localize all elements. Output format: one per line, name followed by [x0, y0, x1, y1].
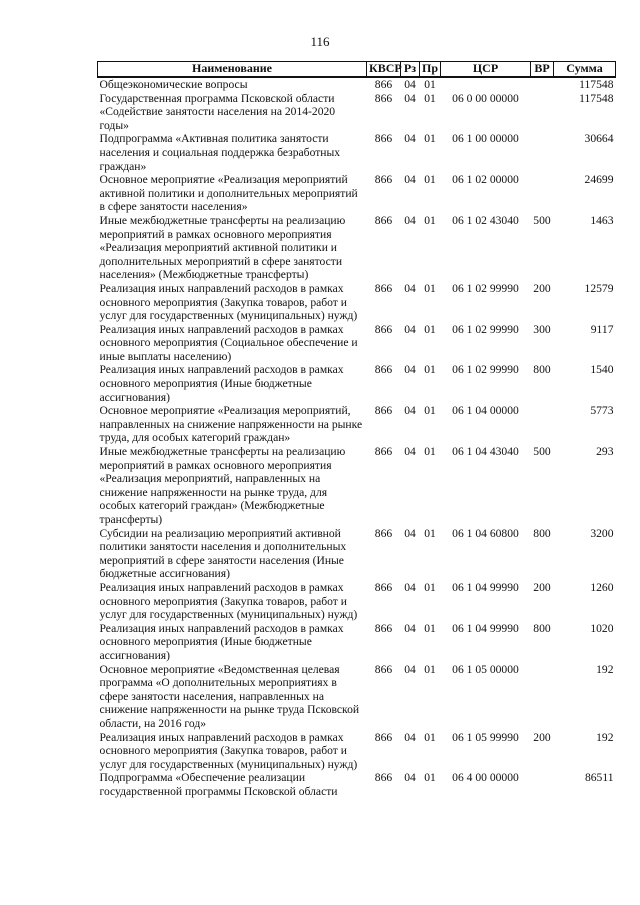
header-csr: ЦСР	[441, 62, 531, 78]
cell-vr: 200	[533, 281, 551, 295]
table-row	[98, 404, 616, 445]
cell-name: Подпрограмма «Активная политика занятости населения и социальная поддержка безработных граждан»	[99, 132, 341, 173]
cell-pr: 01	[424, 662, 436, 676]
cell-rz: 04	[404, 322, 416, 336]
table-row	[98, 363, 616, 404]
table-row	[98, 445, 616, 527]
cell-csr: 06 1 02 99990	[452, 281, 519, 295]
cell-csr: 06 1 04 99990	[452, 580, 519, 594]
cell-pr: 01	[424, 771, 436, 785]
cell-vr: 800	[533, 363, 551, 377]
cell-csr	[441, 77, 531, 92]
cell-kvsr: 866	[374, 132, 393, 146]
cell-vr	[531, 663, 554, 731]
cell-pr: 01	[424, 322, 436, 336]
cell-csr: 06 1 02 99990	[452, 363, 519, 377]
cell-vr: 500	[533, 445, 551, 459]
cell-pr: 01	[424, 363, 436, 377]
cell-pr: 01	[424, 580, 436, 594]
cell-csr: 06 1 04 00000	[452, 404, 519, 418]
cell-sum: 1260	[590, 580, 614, 594]
cell-rz: 04	[404, 91, 416, 105]
cell-sum: 1020	[590, 621, 614, 635]
cell-sum: 293	[596, 445, 614, 459]
budget-table	[97, 61, 616, 798]
header-kvsr: КВСР	[367, 62, 401, 78]
cell-vr	[531, 77, 554, 92]
cell-rz: 04	[404, 445, 416, 459]
cell-csr: 06 4 00 00000	[452, 771, 519, 785]
cell-kvsr: 866	[374, 526, 393, 540]
cell-pr: 01	[424, 526, 436, 540]
header-rz: Рз	[401, 62, 420, 78]
cell-sum: 117548	[579, 78, 614, 91]
cell-vr: 300	[533, 322, 551, 336]
cell-csr: 06 0 00 00000	[452, 91, 519, 105]
cell-kvsr: 866	[374, 213, 393, 227]
cell-csr: 06 1 00 00000	[452, 132, 519, 146]
cell-vr: 800	[533, 526, 551, 540]
cell-vr: 200	[533, 730, 551, 744]
cell-name: Реализация иных направлений расходов в рамках основного мероприятия (Социальное обеспечение и иные выплаты населению)	[99, 322, 358, 363]
cell-rz: 04	[404, 173, 416, 187]
cell-rz: 04	[404, 580, 416, 594]
cell-kvsr: 866	[374, 404, 393, 418]
cell-csr: 06 1 04 43040	[452, 445, 519, 459]
cell-rz: 04	[404, 526, 416, 540]
cell-rz: 04	[404, 404, 416, 418]
cell-name: Основное мероприятие «Реализация мероприятий, направленных на снижение напряженности на рынке труда, для особых категорий граждан»	[99, 404, 363, 445]
cell-rz: 04	[404, 213, 416, 227]
table-row	[98, 214, 616, 282]
cell-vr: 200	[533, 580, 551, 594]
header-vr: ВР	[531, 62, 554, 78]
header-sum: Сумма	[554, 62, 616, 78]
cell-kvsr: 866	[374, 730, 393, 744]
table-body	[98, 77, 616, 798]
table-row	[98, 581, 616, 622]
cell-kvsr: 866	[374, 621, 393, 635]
table-row	[98, 92, 616, 133]
cell-csr: 06 1 02 99990	[452, 322, 519, 336]
cell-pr: 01	[424, 213, 436, 227]
cell-csr: 06 1 04 99990	[452, 621, 519, 635]
cell-rz: 04	[404, 662, 416, 676]
header-name: Наименование	[98, 62, 367, 78]
cell-name: Реализация иных направлений расходов в рамках основного мероприятия (Иные бюджетные ассигнования)	[99, 363, 344, 404]
cell-sum: 192	[596, 662, 614, 676]
cell-csr: 06 1 02 00000	[452, 173, 519, 187]
cell-name: Реализация иных направлений расходов в рамках основного мероприятия (Закупка товаров, работ и услуг для государственных (муниципальных) нужд)	[99, 580, 358, 622]
cell-sum: 86511	[584, 771, 614, 785]
cell-name: Основное мероприятие «Реализация мероприятий активной политики и дополнительных мероприятий в сфере занятости населения»	[99, 173, 358, 214]
cell-kvsr: 866	[374, 281, 393, 295]
cell-kvsr: 866	[374, 580, 393, 594]
cell-pr: 01	[424, 91, 436, 105]
cell-name: Субсидии на реализацию мероприятий активной политики занятости населения и дополнительных мероприятий в сфере занятости населения (Иные бюджетные ассигнования)	[99, 526, 347, 581]
cell-kvsr: 866	[374, 91, 393, 105]
cell-pr: 01	[424, 730, 436, 744]
cell-rz: 04	[404, 78, 416, 91]
cell-name: Реализация иных направлений расходов в рамках основного мероприятия (Иные бюджетные ассигнования)	[99, 621, 344, 662]
cell-sum: 12579	[584, 281, 614, 295]
table-row	[98, 622, 616, 663]
table-row	[98, 323, 616, 364]
cell-vr	[531, 404, 554, 445]
cell-csr: 06 1 02 43040	[452, 213, 519, 227]
table-row	[98, 663, 616, 731]
table-row	[98, 527, 616, 581]
cell-kvsr: 866	[374, 445, 393, 459]
cell-vr	[531, 771, 554, 798]
cell-sum: 30664	[584, 132, 614, 146]
cell-pr: 01	[424, 621, 436, 635]
cell-pr: 01	[424, 404, 436, 418]
cell-kvsr: 866	[374, 322, 393, 336]
cell-kvsr: 866	[374, 363, 393, 377]
cell-rz: 04	[404, 132, 416, 146]
cell-sum: 1463	[590, 213, 614, 227]
cell-csr: 06 1 04 60800	[452, 526, 519, 540]
cell-vr	[531, 173, 554, 214]
cell-name: Основное мероприятие «Ведомственная целевая программа «О дополнительных мероприятиях в сфере занятости населения, направленных на снижение напряженности на рынке труда Псковской области, на 2016 год»	[99, 662, 360, 730]
table-row	[98, 132, 616, 173]
cell-name: Государственная программа Псковской области «Содействие занятости населения на 2014-2020 годы»	[99, 91, 336, 132]
cell-name: Реализация иных направлений расходов в рамках основного мероприятия (Закупка товаров, работ и услуг для государственных (муниципальных) нужд)	[99, 281, 358, 323]
table-row	[98, 77, 616, 92]
table-row	[98, 173, 616, 214]
cell-pr: 01	[424, 445, 436, 459]
cell-vr: 800	[533, 621, 551, 635]
cell-rz: 04	[404, 281, 416, 295]
cell-sum: 24699	[584, 173, 614, 187]
cell-kvsr: 866	[374, 78, 393, 91]
cell-rz: 04	[404, 771, 416, 785]
cell-name: Общеэкономические вопросы	[99, 78, 248, 91]
table-row	[98, 731, 616, 772]
cell-csr: 06 1 05 00000	[452, 662, 519, 676]
page-number: 116	[310, 34, 330, 49]
cell-rz: 04	[404, 363, 416, 377]
cell-name: Иные межбюджетные трансферты на реализацию мероприятий в рамках основного мероприятия «Реализация мероприятий, направленных на снижение напряженности на рынке труда, для особых категорий граждан» (Межбюджетные трансферты)	[99, 445, 346, 526]
header-pr: Пр	[420, 62, 441, 78]
cell-pr: 01	[424, 132, 436, 146]
cell-pr: 01	[424, 281, 436, 295]
table-row	[98, 282, 616, 323]
cell-kvsr: 866	[374, 662, 393, 676]
cell-sum: 3200	[590, 526, 614, 540]
cell-rz: 04	[404, 621, 416, 635]
cell-csr: 06 1 05 99990	[452, 730, 519, 744]
table-header-row	[98, 62, 616, 78]
cell-rz: 04	[404, 730, 416, 744]
cell-vr	[531, 92, 554, 133]
cell-pr: 01	[424, 78, 436, 91]
cell-kvsr: 866	[374, 173, 393, 187]
table-row	[98, 771, 616, 798]
cell-name: Иные межбюджетные трансферты на реализацию мероприятий в рамках основного мероприятия «Реализация мероприятий активной политики и дополнительных мероприятий в сфере занятости населения» (Межбюджетные трансферты)	[99, 213, 346, 282]
cell-vr: 500	[533, 213, 551, 227]
cell-vr	[531, 132, 554, 173]
cell-sum: 1540	[590, 363, 614, 377]
cell-sum: 192	[596, 730, 614, 744]
cell-name: Реализация иных направлений расходов в рамках основного мероприятия (Закупка товаров, работ и услуг для государственных (муниципальных) нужд)	[99, 730, 358, 771]
cell-kvsr: 866	[374, 771, 393, 785]
cell-name: Подпрограмма «Обеспечение реализации государственной программы Псковской области	[99, 771, 338, 798]
cell-pr: 01	[424, 173, 436, 187]
cell-sum: 5773	[590, 404, 614, 418]
cell-sum: 117548	[579, 91, 614, 105]
cell-sum: 9117	[590, 322, 614, 336]
